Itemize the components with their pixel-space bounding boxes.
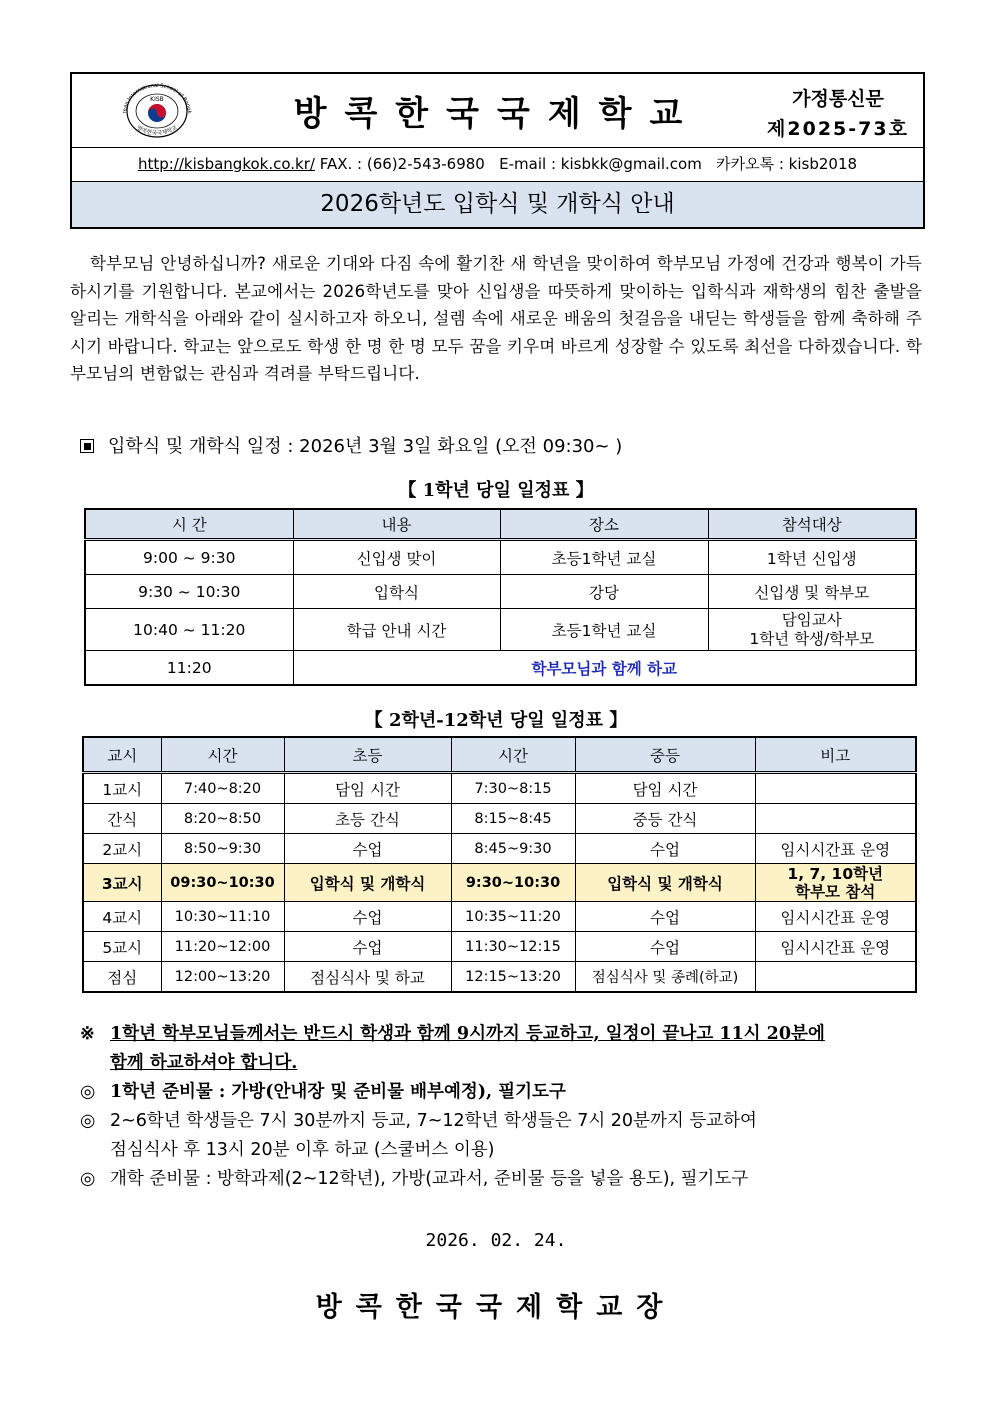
cell-mid-time: 9:30~10:30 — [451, 864, 575, 902]
table-row — [83, 804, 916, 834]
cell-time: 9:00 ~ 9:30 — [85, 540, 293, 575]
cell-dismissal: 학부모님과 함께 하교 — [293, 651, 916, 686]
cell-note-line1: 1, 7, 10학년 — [787, 864, 884, 883]
cell-target: 신입생 및 학부모 — [708, 575, 916, 609]
table-row-highlighted — [83, 864, 916, 902]
table2-caption: 【 2학년-12학년 당일 일정표 】 — [364, 710, 628, 731]
table-row — [85, 575, 916, 609]
cell-target-line2: 1학년 학생/학부모 — [749, 629, 875, 648]
cell-mid-time: 12:15~13:20 — [451, 962, 575, 993]
note-grade1-supplies — [80, 1078, 930, 1107]
cell-content: 입학식 — [293, 575, 500, 609]
note-opening-supplies — [80, 1165, 930, 1194]
double-circle-bullet-icon: ◎ — [80, 1082, 96, 1102]
cell-period: 4교시 — [83, 902, 161, 932]
cell-elem-time: 8:50~9:30 — [161, 834, 284, 864]
principal-signature: 방콕한국국제학교장 — [315, 1292, 677, 1323]
note-text-line2: 함께 하교하셔야 합니다. — [110, 1053, 298, 1073]
cell-period: 2교시 — [83, 834, 161, 864]
logo-center-text: KISB — [150, 96, 164, 103]
cell-note: 임시시간표 운영 — [755, 932, 916, 962]
cell-target — [708, 609, 916, 651]
table1-caption: 【 1학년 당일 일정표 】 — [398, 480, 594, 501]
col-header-mid-time: 시간 — [451, 737, 575, 773]
newsletter-label: 가정통신문 — [792, 88, 884, 110]
school-website-link[interactable]: http://kisbangkok.co.kr/ — [137, 155, 315, 173]
table-row — [83, 932, 916, 962]
note-grade1-attendance — [80, 1020, 930, 1078]
cell-mid-time: 8:15~8:45 — [451, 804, 575, 834]
newsletter-box — [753, 74, 923, 147]
school-logo — [82, 80, 232, 142]
col-header-time: 시 간 — [85, 509, 293, 540]
cell-time: 10:40 ~ 11:20 — [85, 609, 293, 651]
cell-mid-time: 10:35~11:20 — [451, 902, 575, 932]
school-name: 방콕한국국제학교 — [293, 94, 701, 134]
cell-period: 간식 — [83, 804, 161, 834]
cell-period: 1교시 — [83, 773, 161, 804]
cell-elem-time: 09:30~10:30 — [161, 864, 284, 902]
col-header-elementary: 초등 — [284, 737, 451, 773]
table-row — [83, 902, 916, 932]
letterhead — [70, 72, 925, 229]
cell-note-line2: 학부모 참석 — [795, 882, 876, 901]
note-text-line1: 1학년 준비물 : 가방(안내장 및 준비물 배부예정), 필기도구 — [110, 1082, 566, 1102]
cell-period: 5교시 — [83, 932, 161, 962]
notes-list — [80, 1020, 930, 1194]
cell-note — [755, 804, 916, 834]
cell-time: 11:20 — [85, 651, 293, 686]
intro-paragraph: 학부모님 안녕하십니까? 새로운 기대와 다짐 속에 활기찬 새 학년을 맞이하여 학부모님 가정에 건강과 행복이 가득하시기를 기원합니다. 본교에서는 2026학년도를 맞아 신입생을 따뜻하게 맞이하는 입학식과 재학생의 힘찬 출발을 알리는 개학식을 아래와 같이 실시하고자 하오니, 설렘 속에 새로운 배움의 첫걸음을 내딛는 학생들을 함께 축하해 주시기 바랍니다. 학교는 앞으로도 학생 한 명 한 명 모두 꿈을 키우며 바르게 성장할 수 있도록 최선을 다하겠습니다. 학부모님의 변함없는 관심과 격려를 부탁드립니다. — [70, 254, 922, 383]
cell-elementary: 입학식 및 개학식 — [284, 864, 451, 902]
email-address: E-mail : kisbkk@gmail.com — [499, 155, 702, 173]
cell-secondary: 담임 시간 — [575, 773, 755, 804]
cell-elementary: 수업 — [284, 902, 451, 932]
cell-elementary: 수업 — [284, 932, 451, 962]
cell-note — [755, 864, 916, 902]
note-text-line1: 개학 준비물 : 방학과제(2~12학년), 가방(교과서, 준비물 등을 넣을 용도), 필기도구 — [110, 1169, 749, 1189]
logo-ring-bottom-text: 방콕한국국제학교 — [135, 125, 179, 137]
schedule-summary — [80, 432, 622, 458]
cell-time: 9:30 ~ 10:30 — [85, 575, 293, 609]
cell-target: 1학년 신입생 — [708, 540, 916, 575]
cell-mid-time: 7:30~8:15 — [451, 773, 575, 804]
table-row — [83, 773, 916, 804]
note-text-line1: 1학년 학부모님들께서는 반드시 학생과 함께 9시까지 등교하고, 일정이 끝나고 11시 20분에 — [110, 1024, 825, 1044]
note-text-line2: 점심식사 후 13시 20분 이후 하교 (스쿨버스 이용) — [110, 1140, 495, 1160]
cell-elem-time: 8:20~8:50 — [161, 804, 284, 834]
cell-mid-time: 11:30~12:15 — [451, 932, 575, 962]
col-header-place: 장소 — [500, 509, 708, 540]
grade1-schedule-table — [84, 508, 917, 686]
cell-elementary: 담임 시간 — [284, 773, 451, 804]
note-text-line1: 2~6학년 학생들은 7시 30분까지 등교, 7~12학년 학생들은 7시 20분까지 등교하여 — [110, 1111, 757, 1131]
cell-content: 학급 안내 시간 — [293, 609, 500, 651]
cell-elem-time: 12:00~13:20 — [161, 962, 284, 993]
letterhead-top — [72, 74, 923, 148]
table-row — [85, 540, 916, 575]
contact-line — [72, 148, 923, 182]
square-bullet-icon — [80, 439, 94, 453]
table-header-row — [85, 509, 916, 540]
col-header-target: 참석대상 — [708, 509, 916, 540]
col-header-content: 내용 — [293, 509, 500, 540]
cell-note — [755, 773, 916, 804]
logo-ring-top-text: rean International School of Bangk — [121, 82, 193, 114]
schedule-summary-text: 입학식 및 개학식 일정 : 2026년 3월 3일 화요일 (오전 09:30~ ) — [108, 436, 623, 457]
table-row — [83, 962, 916, 993]
cell-note: 임시시간표 운영 — [755, 902, 916, 932]
cell-place: 초등1학년 교실 — [500, 540, 708, 575]
cell-target-line1: 담임교사 — [781, 610, 842, 629]
col-header-period: 교시 — [83, 737, 161, 773]
grade2-12-schedule-table — [82, 736, 917, 993]
cell-elementary: 초등 간식 — [284, 804, 451, 834]
note-arrival-times — [80, 1107, 930, 1165]
cell-elem-time: 7:40~8:20 — [161, 773, 284, 804]
double-circle-bullet-icon: ◎ — [80, 1169, 96, 1189]
double-circle-bullet-icon: ◎ — [80, 1111, 96, 1131]
cell-secondary: 수업 — [575, 902, 755, 932]
cell-elem-time: 10:30~11:10 — [161, 902, 284, 932]
issue-date: 2026. 02. 24. — [425, 1230, 567, 1251]
cell-secondary: 수업 — [575, 834, 755, 864]
cell-secondary: 점심식사 및 종례(하교) — [575, 962, 755, 993]
cell-period: 3교시 — [83, 864, 161, 902]
cell-secondary: 중등 간식 — [575, 804, 755, 834]
reference-mark-icon: ※ — [80, 1024, 95, 1044]
cell-elem-time: 11:20~12:00 — [161, 932, 284, 962]
table-row — [85, 651, 916, 686]
col-header-note: 비고 — [755, 737, 916, 773]
table-header-row — [83, 737, 916, 773]
cell-note — [755, 962, 916, 993]
cell-elementary: 수업 — [284, 834, 451, 864]
col-header-secondary: 중등 — [575, 737, 755, 773]
notice-title: 2026학년도 입학식 및 개학식 안내 — [72, 182, 923, 227]
kakao-id: 카카오톡 : kisb2018 — [716, 155, 858, 173]
cell-period: 점심 — [83, 962, 161, 993]
fax-number: FAX. : (66)2-543-6980 — [319, 155, 485, 173]
cell-elementary: 점심식사 및 하교 — [284, 962, 451, 993]
cell-content: 신입생 맞이 — [293, 540, 500, 575]
table-row — [83, 834, 916, 864]
cell-place: 초등1학년 교실 — [500, 609, 708, 651]
newsletter-number: 제2025-73호 — [767, 118, 909, 140]
cell-place: 강당 — [500, 575, 708, 609]
cell-secondary: 입학식 및 개학식 — [575, 864, 755, 902]
col-header-elem-time: 시간 — [161, 737, 284, 773]
cell-secondary: 수업 — [575, 932, 755, 962]
table-row — [85, 609, 916, 651]
cell-note: 임시시간표 운영 — [755, 834, 916, 864]
cell-mid-time: 8:45~9:30 — [451, 834, 575, 864]
